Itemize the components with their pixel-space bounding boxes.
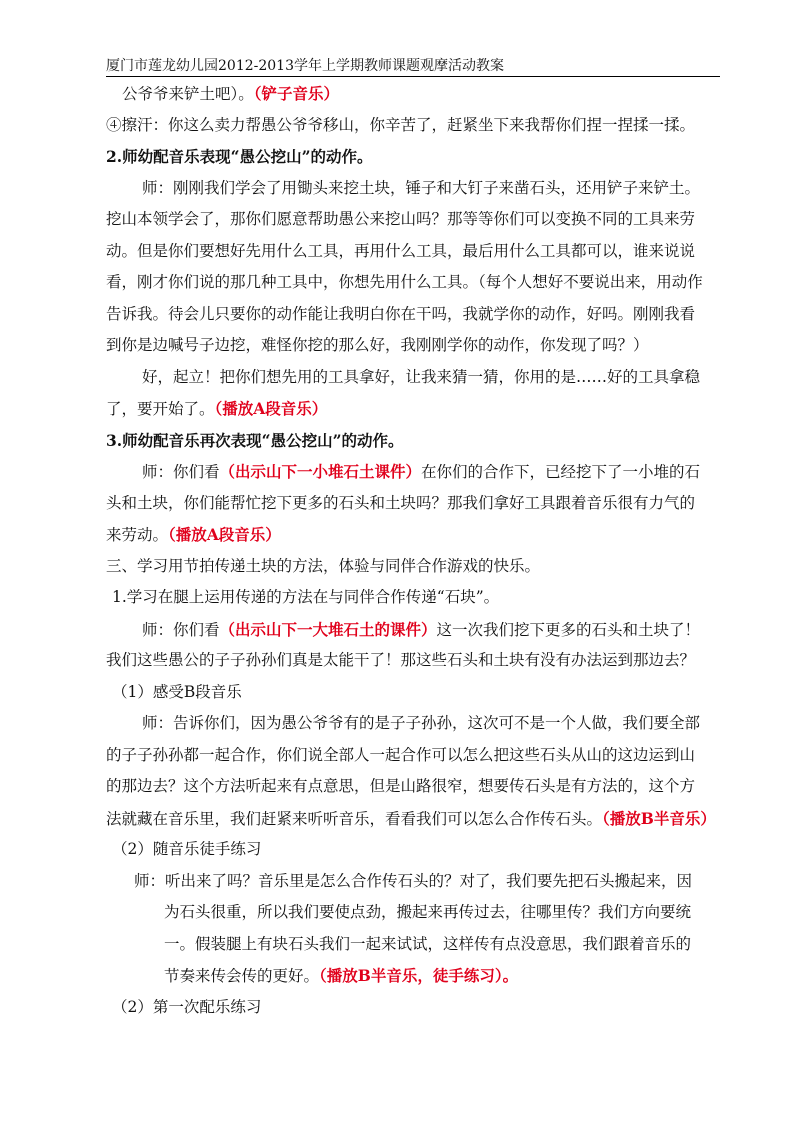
text-segment: 的那边去？这个方法听起来有点意思，但是山路很窄，想要传石头是有方法的，这个方 [106,777,696,795]
text-segment: 2.师幼配音乐表现“愚公挖山”的动作。 [106,147,373,166]
text-line [106,456,722,488]
text-segment: （2）随音乐徒手练习 [112,840,262,858]
text-line [106,960,722,992]
text-segment: 好，起立！把你们想先用的工具拿好，让我来猜一猜，你用的是……好的工具拿稳 [142,367,701,386]
text-line [106,141,722,173]
text-segment: （2）第一次配乐练习 [112,997,262,1016]
text-line [106,236,722,268]
text-line [106,551,722,583]
text-line [106,488,722,520]
text-segment: 师：告诉你们，因为愚公爷爷有的是子子孙孙，这次可不是一个人做，我们要全部 [142,714,701,732]
text-line [106,834,722,866]
text-segment: 3.师幼配音乐再次表现“愚公挖山”的动作。 [106,430,404,450]
text-segment: 的子子孙孙都一起合作，你们说全部人一起合作可以怎么把这些石头从山的这边运到山 [106,745,696,764]
text-segment: 动。但是你们要想好先用什么工具，再用什么工具，最后用什么工具都可以，谁来说说 [106,241,696,260]
text-line [106,803,722,835]
text-line [106,173,722,205]
text-line [106,204,722,236]
text-segment: 告诉我。待会儿只要你的动作能让我明白你在干吗，我就学你的动作，好吗。刚刚我看 [106,304,696,323]
text-line [106,330,722,362]
text-line [106,110,722,142]
text-segment: 师：刚刚我们学会了用锄头来挖土块，锤子和大钉子来凿石头，还用铲子来铲土。 [142,178,701,197]
highlighted-text: （出示山下一大堆石土的课件） [219,619,437,639]
text-segment: （1）感受B段音乐 [112,682,242,701]
text-segment: 公爷爷来铲土吧）。 [122,85,254,103]
text-segment: 法就藏在音乐里，我们赶紧来听听音乐，看看我们可以怎么合作传石头。 [106,809,603,828]
text-line [106,614,722,646]
text-line [106,677,722,709]
text-line [106,425,722,457]
text-line [106,897,722,929]
text-line [106,708,722,740]
text-line [106,519,722,551]
text-segment: 在你们的合作下，已经挖下了一小堆的石 [421,463,701,481]
text-line [106,645,722,677]
highlighted-text: （播放B半音乐） [602,808,716,828]
text-segment: 了，要开始了。 [106,400,215,418]
text-segment: ④擦汗：你这么卖力帮愚公爷爷移山，你辛苦了，赶紧坐下来我帮你们捏一捏揉一揉。 [106,115,696,134]
text-segment: 这一次我们挖下更多的石头和土块了！ [436,620,701,639]
highlighted-text: （播放A段音乐） [214,399,328,418]
text-segment: 1.学习在腿上运用传递的方法在与同伴合作传递“石块”。 [112,588,500,606]
text-segment: 看，刚才你们说的那几种工具中，你想先用什么工具。（每个人想好不要说出来，用动作 [106,273,703,291]
text-segment: 师：听出来了吗？音乐里是怎么合作传石头的？对了，我们要先把石头搬起来，因 [134,871,693,890]
document-body [106,78,722,1023]
text-line [106,362,722,394]
text-segment: 师：你们看 [142,463,220,481]
text-line [106,740,722,772]
text-line [106,582,722,614]
highlighted-text: （铲子音乐） [253,84,340,103]
text-line [106,866,722,898]
text-line [106,393,722,425]
highlighted-text: （出示山下一小堆石土课件） [219,462,422,481]
text-line [106,78,722,110]
text-line [106,267,722,299]
text-segment: 节奏来传会传的更好。 [164,967,320,985]
page-header: 厦门市莲龙幼儿园2012-2013学年上学期教师课题观摩活动教案 [106,57,720,77]
text-line [106,771,722,803]
text-segment: 我们这些愚公的子子孙孙们真是太能干了！那这些石头和土块有没有办法运到那边去？ [106,651,696,669]
text-line [106,992,722,1024]
text-line [106,299,722,331]
text-segment: 一。假装腿上有块石头我们一起来试试，这样传有点没意思，我们跟着音乐的 [164,934,692,953]
highlighted-text: （播放B半音乐，徒手练习）。 [319,966,519,985]
text-segment: 挖山本领学会了，那你们愿意帮助愚公来挖山吗？那等等你们可以变换不同的工具来劳 [106,210,696,228]
text-segment: 师：你们看 [142,620,220,639]
text-segment: 为石头很重，所以我们要使点劲，搬起来再传过去，往哪里传？我们方向要统 [164,903,692,921]
text-segment: 来劳动。 [106,526,169,544]
text-line [106,929,722,961]
text-segment: 到你是边喊号子边挖，难怪你挖的那么好，我刚刚学你的动作，你发现了吗？） [106,336,649,354]
highlighted-text: （播放A段音乐） [168,525,281,544]
text-segment: 三、学习用节拍传递土块的方法，体验与同伴合作游戏的快乐。 [106,556,541,575]
text-segment: 头和土块，你们能帮忙挖下更多的石头和土块吗？那我们拿好工具跟着音乐很有力气的 [106,493,696,512]
